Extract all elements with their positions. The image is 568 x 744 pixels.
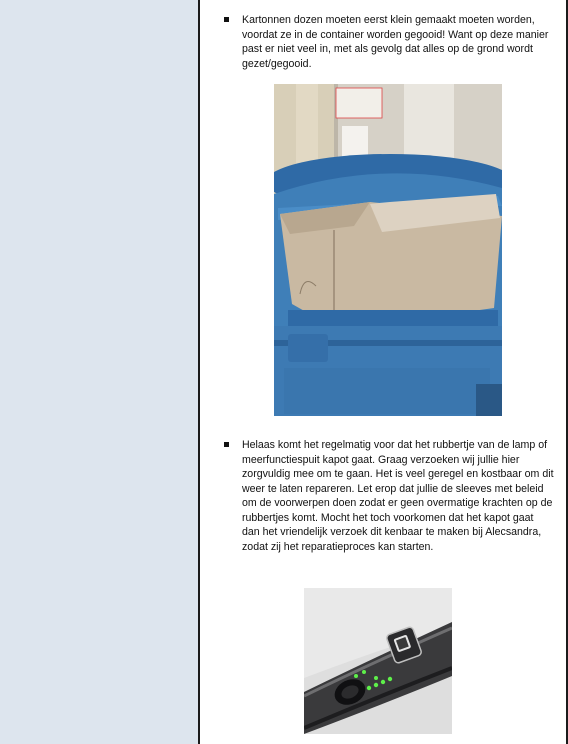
document-content (200, 0, 566, 744)
sidebar-panel (0, 0, 200, 744)
device-image (304, 588, 452, 734)
bullet-marker (224, 442, 229, 447)
device-photo (304, 588, 452, 734)
container-image (274, 84, 502, 416)
bullet-text: Helaas komt het regelmatig voor dat het rubbertje van de lamp of meerfunctiespuit kapot gaat. Graag verzoeken wij jullie hier zorgvuldig mee om te gaan. Het is veel geregel en kostbaar om dit weer te laten repareren. Let erop dat jullie de sleeves met beleid om de voorwerpen doen zodat er geen overmatige krachten op de rubbertjes komt. Mocht het toch voorkomen dat het kapot gaat dan het vriendelijk verzoek dit kenbaar te maken bij Alecsandra, zodat zij het reparatieproces kan starten. (242, 439, 554, 553)
container-photo (274, 84, 502, 416)
bullet-item-rubber (224, 438, 554, 554)
bullet-text: Kartonnen dozen moeten eerst klein gemaakt moeten worden, voordat ze in de container worden gegooid! Want op deze manier past er niet veel in, met als gevolg dat alles op de grond wordt gezet/gegooid. (242, 14, 549, 70)
bullet-item-cardboard (224, 13, 554, 71)
bullet-marker (224, 17, 229, 22)
